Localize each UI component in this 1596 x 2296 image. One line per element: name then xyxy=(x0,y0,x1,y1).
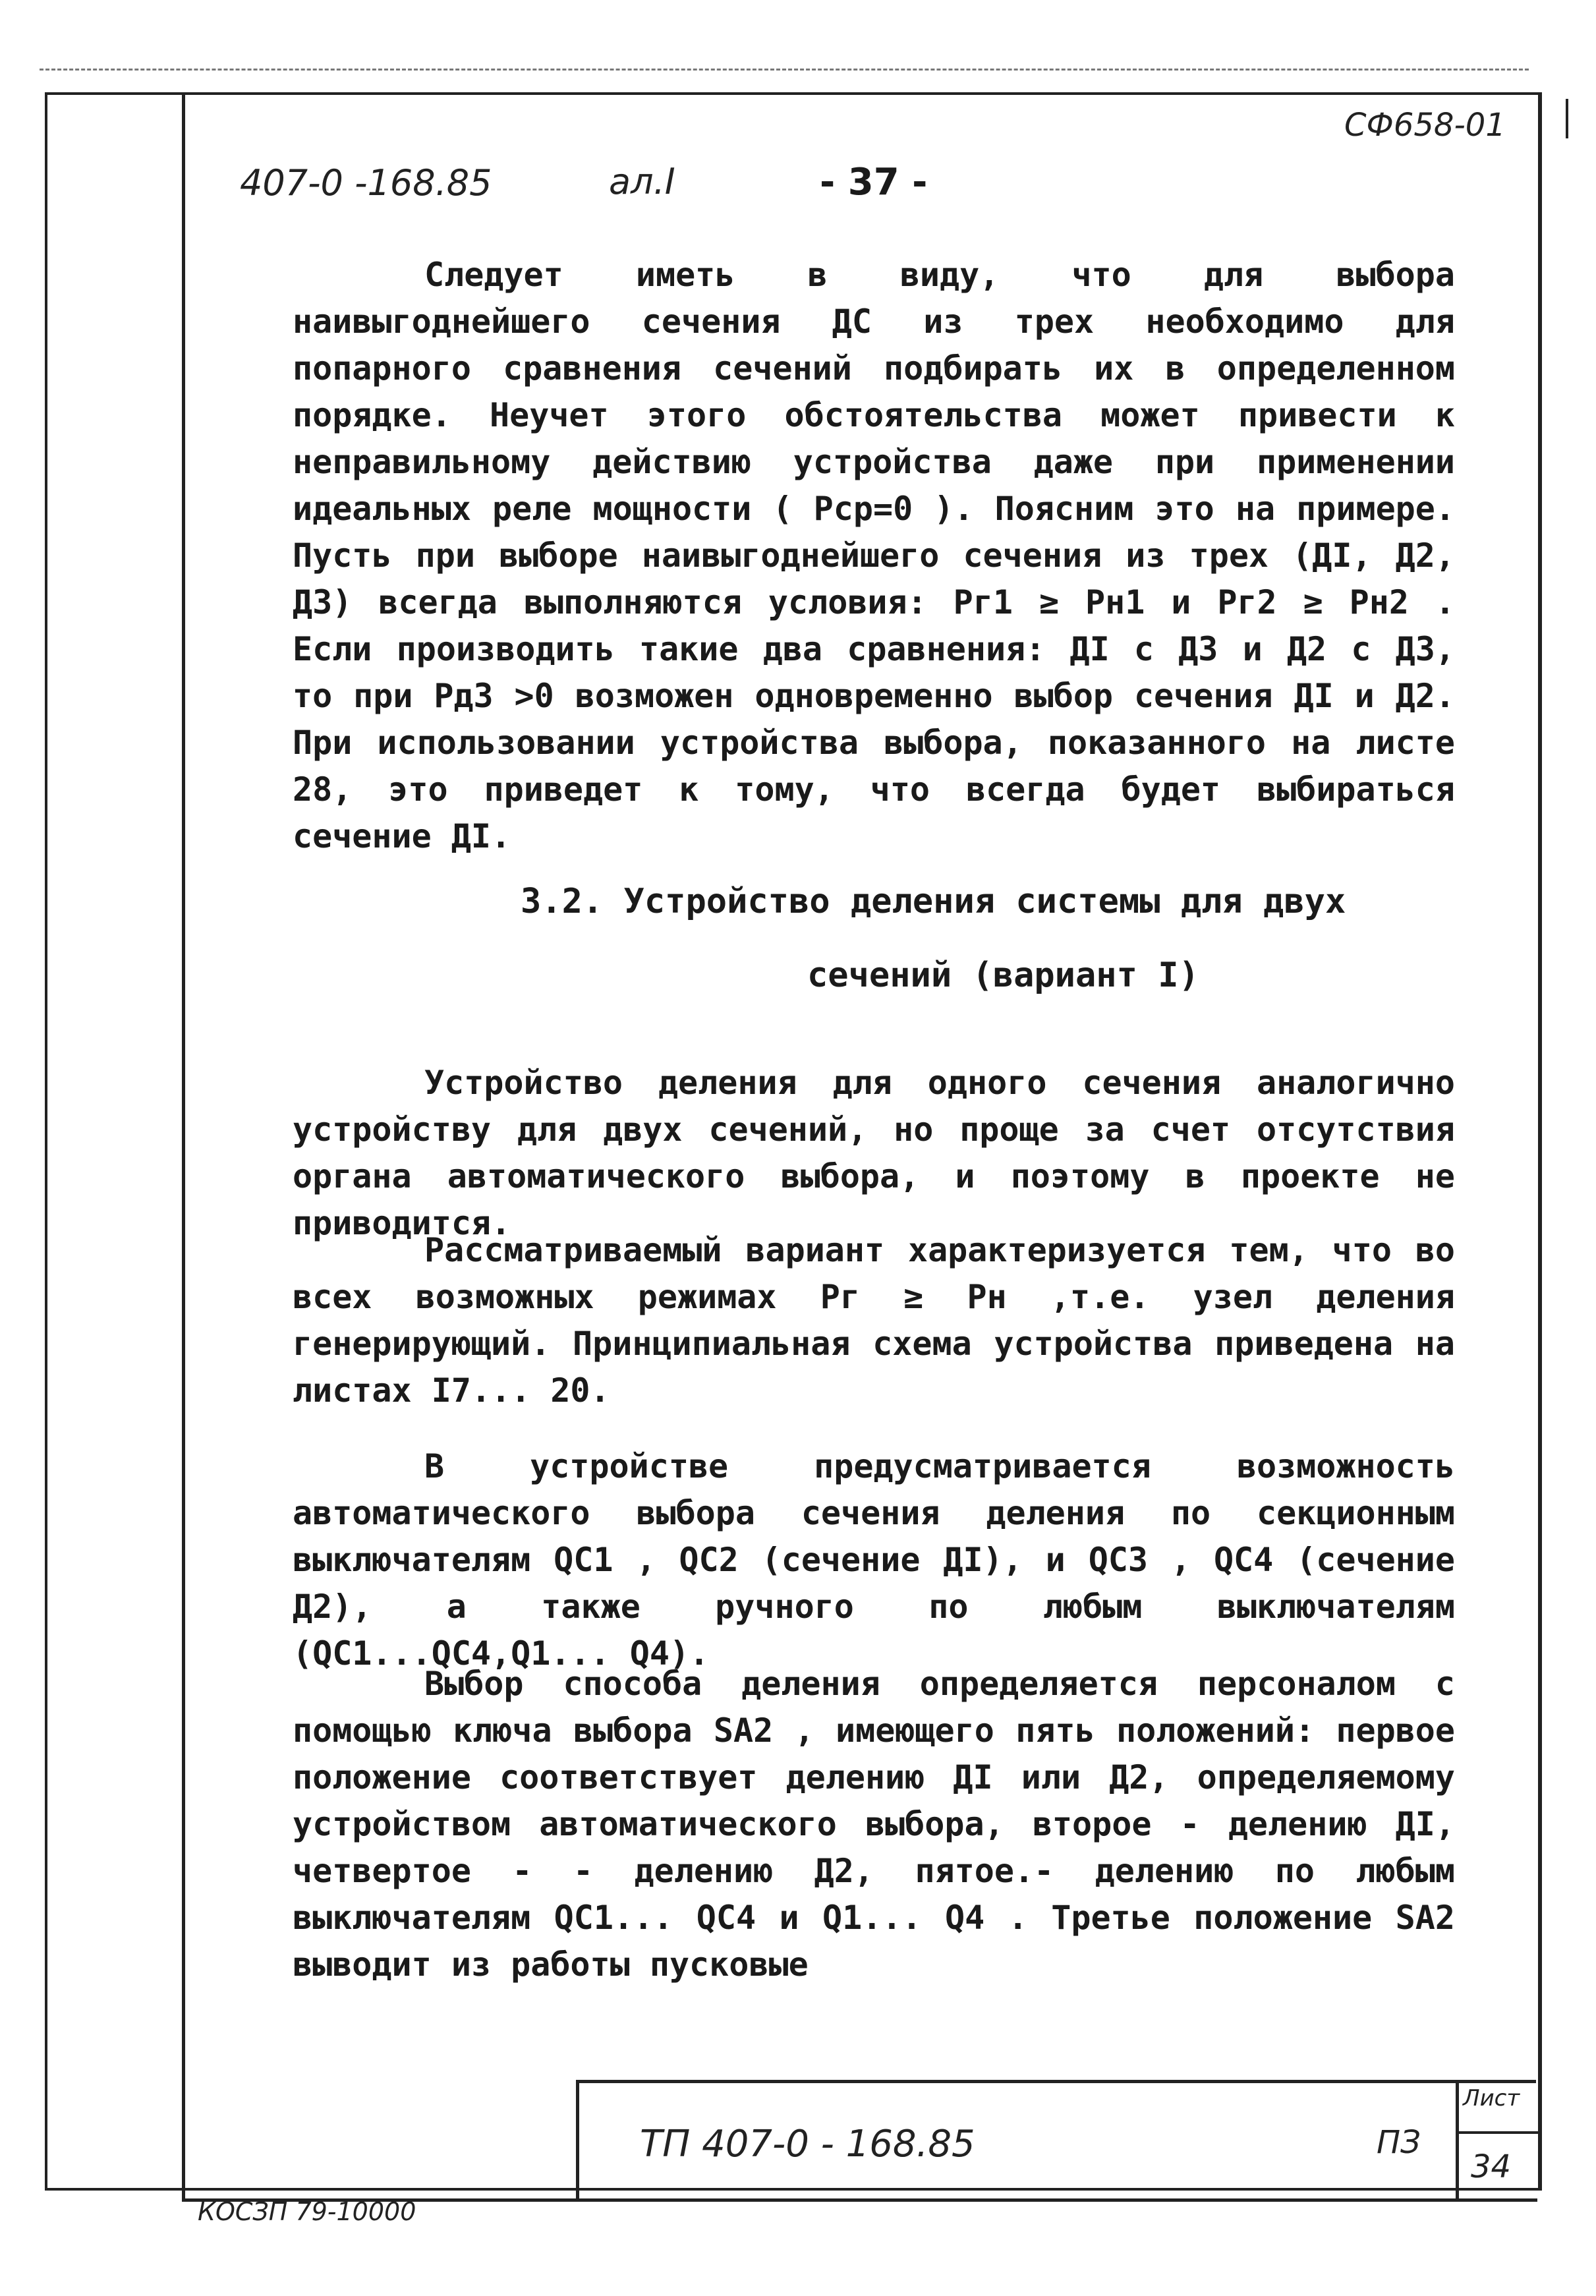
sheet-number: 34 xyxy=(1471,2148,1512,2185)
paragraph-1: Следует иметь в виду, что для выбора наивыгоднейшего сечения ДС из трех необходимо для попарного сравнения сечений подбирать их в определенном порядке. Неучет этого обстоятельства может привести к неправильному действию устройства даже при применении идеальных реле мощности ( Pср=0 ). Поясним это на примере. Пусть при выборе наивыгоднейшего сечения из трех (ДI, Д2, Д3) всегда выполняются условия: Pг1 ≥ Pн1 и Pг2 ≥ Pн2 . Если производить такие два сравнения: ДI с Д3 и Д2 с Д3, то при Pд3 >0 возможен одновременно выбор сечения ДI и Д2. При использовании устройства выбора, показанного на листе 28, это приведет к тому, что всегда будет выбираться сечение ДI. xyxy=(293,256,1455,855)
sheet-label: Лист xyxy=(1463,2085,1520,2111)
scan-top-edge xyxy=(40,69,1529,71)
paragraph-4: В устройстве предусматривается возможность автоматического выбора сечения деления по секционным выключателям QC1 , QC2 (сечение ДI), и QC3 , QC4 (сечение Д2), а также ручного по любым выключателям (QC1...QC4,Q1... Q4). xyxy=(293,1447,1455,1673)
paragraph-5: Выбор способа деления определяется персоналом с помощью ключа выбора SA2 , имеющего пять положений: первое положение соответствует делению ДI или Д2, определяемому устройством автоматического выбора, второе - делению ДI, четвертое - - делению Д2, пятое.- делению по любым выключателям QC1... QC4 и Q1... Q4 . Третье положение SA2 выводит из работы пусковые xyxy=(293,1665,1455,1984)
footer-code: КОСЗП 79-10000 xyxy=(198,2197,416,2226)
sheet-divider xyxy=(1459,2131,1539,2134)
margin-mark xyxy=(1566,99,1568,138)
paragraph-3: Рассматриваемый вариант характеризуется тем, что во всех возможных режимах Pг ≥ Pн ,т.е. узел деления генерирующий. Принципиальная схема устройства приведена на листах I7... 20. xyxy=(293,1231,1455,1410)
header-sheet: ал.I xyxy=(609,161,675,202)
section-title-line1: 3.2. Устройство деления системы для двух xyxy=(521,882,1346,921)
page-number: - 37 - xyxy=(820,161,928,204)
title-block-doc-type: ПЗ xyxy=(1377,2124,1421,2161)
section-title-line2: сечений (вариант I) xyxy=(807,956,1199,995)
title-block xyxy=(576,2080,1536,2202)
section-title xyxy=(521,865,1377,1012)
paragraph-2: Устройство деления для одного сечения аналогично устройству для двух сечений, но проще за счет отсутствия органа автоматического выбора, и поэтому в проекте не приводится. xyxy=(293,1064,1455,1242)
corner-code: СФ658-01 xyxy=(1344,107,1506,144)
title-block-code: ТП 407-0 - 168.85 xyxy=(640,2123,975,2166)
header-doc-number: 407-0 -168.85 xyxy=(240,162,492,204)
sheet-box xyxy=(1456,2080,1539,2202)
